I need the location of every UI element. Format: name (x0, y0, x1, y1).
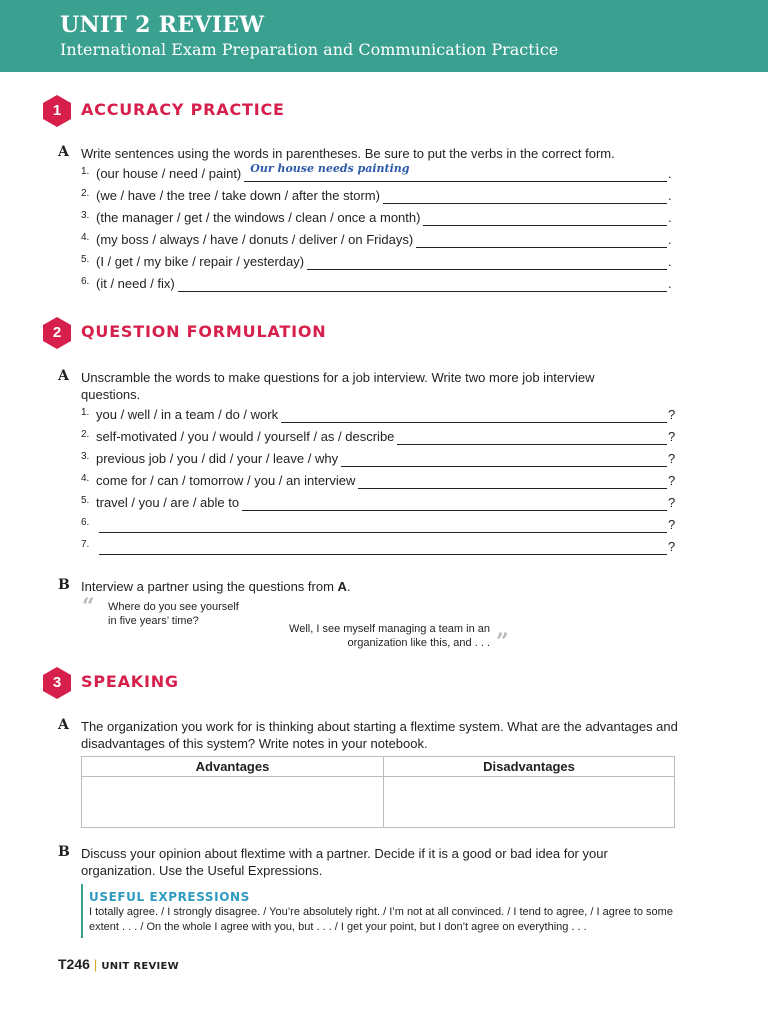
item-number: 1. (81, 407, 90, 418)
list-item (81, 208, 676, 226)
list-item (81, 537, 676, 555)
hexagon-number-icon (40, 666, 74, 700)
section-number: 3 (52, 674, 62, 691)
item-number: 2. (81, 429, 90, 440)
exercise-letter: B (58, 844, 70, 860)
open-quote-icon: “ (82, 594, 95, 620)
page-number: T246 (58, 956, 90, 972)
hexagon-number-icon (40, 94, 74, 128)
list-item (81, 164, 676, 182)
item-end-punct: ? (668, 473, 676, 488)
handwritten-answer: Our house needs painting (250, 162, 410, 175)
item-end-punct: ? (668, 407, 676, 422)
item-prompt: (I / get / my bike / repair / yesterday) (96, 254, 305, 269)
list-item (81, 515, 676, 533)
list-item (81, 230, 676, 248)
answer-blank[interactable] (383, 189, 667, 204)
item-number: 6. (81, 517, 90, 528)
section-title: ACCURACY PRACTICE (81, 100, 285, 119)
section-title: SPEAKING (81, 672, 179, 691)
exercise-letter: A (58, 368, 69, 384)
table-header-disadvantages: Disadvantages (384, 757, 675, 777)
list-item (81, 405, 676, 423)
list-item (81, 449, 676, 467)
useful-expressions-text: I totally agree. / I strongly disagree. / You’re absolutely right. / I’m not at all convinced. / I tend to agree, / I agree to some extent . . . / On the whole I agree with you, but . . . / I get your point, but I don’t agree on everything . . . (89, 906, 673, 933)
item-number: 4. (81, 473, 90, 484)
item-end-punct: . (668, 188, 672, 203)
item-prompt: (it / need / fix) (96, 276, 175, 291)
item-prompt: self-motivated / you / would / yourself / as / describe (96, 429, 395, 444)
answer-blank[interactable] (281, 408, 667, 423)
answer-blank[interactable] (307, 255, 667, 270)
item-prompt: come for / can / tomorrow / you / an interview (96, 473, 356, 488)
item-prompt: you / well / in a team / do / work (96, 407, 279, 422)
item-number: 2. (81, 188, 90, 199)
item-end-punct: ? (668, 539, 676, 554)
item-prompt: (our house / need / paint) (96, 166, 242, 181)
exercise-instruction: The organization you work for is thinking about starting a flextime system. What are the advantages and disadvantages of this system? Write notes in your notebook. (81, 719, 678, 751)
useful-expressions-title: USEFUL EXPRESSIONS (89, 890, 250, 904)
item-number: 3. (81, 451, 90, 462)
answer-blank[interactable] (416, 233, 667, 248)
answer-blank[interactable] (178, 277, 667, 292)
item-prompt: (my boss / always / have / donuts / deliver / on Fridays) (96, 232, 414, 247)
instruction-end: . (346, 579, 351, 594)
item-number: 4. (81, 232, 90, 243)
list-item (81, 493, 676, 511)
list-item (81, 274, 676, 292)
quote-line: organization like this, and . . . (347, 637, 490, 649)
item-number: 6. (81, 276, 90, 287)
item-number: 3. (81, 210, 90, 221)
exercise-letter: A (58, 717, 69, 733)
item-end-punct: . (668, 232, 672, 247)
footer-label: UNIT REVIEW (101, 961, 179, 972)
answer-blank[interactable] (99, 540, 667, 555)
item-end-punct: ? (668, 495, 676, 510)
item-end-punct: ? (668, 451, 676, 466)
section-number: 1 (52, 102, 62, 119)
item-prompt: (we / have / the tree / take down / after the storm) (96, 188, 380, 203)
instruction-text: Interview a partner using the questions from (81, 579, 338, 594)
instruction-bold: A (337, 579, 347, 594)
exercise-instruction: Discuss your opinion about flextime with a partner. Decide if it is a good or bad idea for your organization. Use the Useful Expressions. (81, 846, 608, 878)
exercise-instruction: Write sentences using the words in parentheses. Be sure to put the verbs in the correct form. (81, 146, 615, 161)
speech-bubble-question (108, 600, 239, 628)
list-item (81, 471, 676, 489)
item-end-punct: . (668, 254, 672, 269)
item-prompt: previous job / you / did / your / leave / why (96, 451, 339, 466)
list-item (81, 252, 676, 270)
useful-expressions-box (81, 884, 689, 938)
answer-blank[interactable] (341, 452, 667, 467)
unit-title: UNIT 2 REVIEW (60, 12, 265, 38)
speech-bubble-answer (260, 622, 490, 650)
quote-line: Well, I see myself managing a team in an (289, 623, 490, 635)
answer-blank[interactable] (423, 211, 667, 226)
table-header-advantages: Advantages (82, 757, 384, 777)
section-title: QUESTION FORMULATION (81, 322, 327, 341)
answer-blank[interactable] (242, 496, 667, 511)
item-number: 7. (81, 539, 90, 550)
footer-separator: | (93, 957, 98, 972)
item-number: 5. (81, 495, 90, 506)
unit-subtitle: International Exam Preparation and Communication Practice (60, 40, 559, 59)
exercise-instruction: Unscramble the words to make questions for a job interview. Write two more job interview questions. (81, 370, 595, 402)
advantages-cell[interactable] (82, 777, 384, 828)
exercise-instruction (81, 578, 681, 595)
section-number: 2 (52, 324, 62, 341)
item-end-punct: . (668, 276, 672, 291)
quote-line: Where do you see yourself (108, 601, 239, 613)
item-end-punct: ? (668, 517, 676, 532)
hexagon-number-icon (40, 316, 74, 350)
list-item (81, 427, 676, 445)
item-number: 1. (81, 166, 90, 177)
list-item (81, 186, 676, 204)
advantages-table (81, 756, 675, 828)
quote-line: in five years’ time? (108, 615, 199, 627)
answer-blank[interactable] (397, 430, 667, 445)
item-end-punct: . (668, 210, 672, 225)
item-prompt: (the manager / get / the windows / clean / once a month) (96, 210, 421, 225)
unit-header (0, 0, 768, 72)
close-quote-icon: ” (496, 629, 509, 655)
item-end-punct: . (668, 166, 672, 181)
item-number: 5. (81, 254, 90, 265)
exercise-letter: A (58, 144, 69, 160)
item-prompt: travel / you / are / able to (96, 495, 240, 510)
disadvantages-cell[interactable] (384, 777, 675, 828)
page-footer (58, 956, 179, 976)
answer-blank[interactable] (358, 474, 667, 489)
exercise-letter: B (58, 577, 70, 593)
answer-blank[interactable] (244, 162, 667, 182)
answer-blank[interactable] (99, 518, 667, 533)
item-end-punct: ? (668, 429, 676, 444)
